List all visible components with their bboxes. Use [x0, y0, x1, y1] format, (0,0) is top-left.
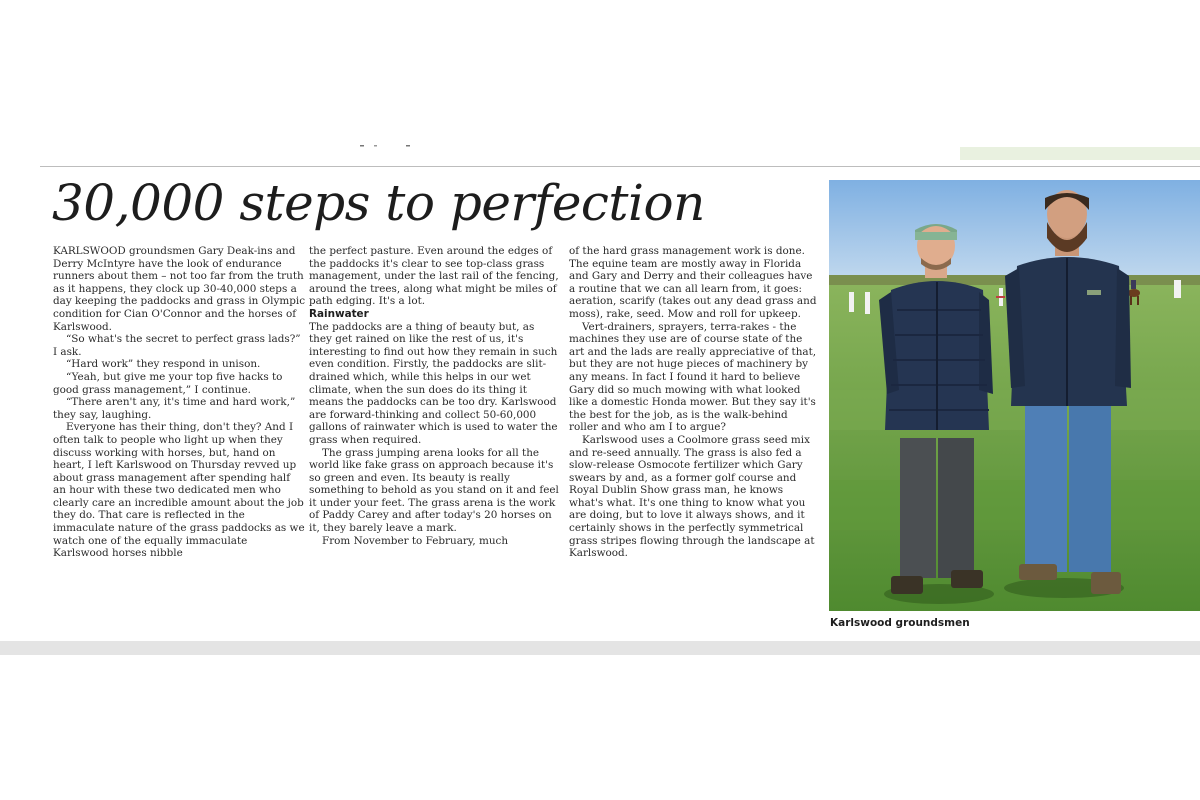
bottom-band	[0, 641, 1200, 655]
paragraph: the perfect pasture. Even around the edges of the paddocks it's clear to see top-class grass management, under the last rail of the fencing, around the trees, along what might be miles of path edging. It's a lot.	[309, 245, 559, 308]
paragraph: “There aren't any, it's time and hard work,” they say, laughing.	[53, 396, 296, 421]
text-column-3	[569, 245, 819, 560]
paragraph: Karlswood uses a Coolmore grass seed mix and re-seed annually. The grass is also fed a slow-release Osmocote fertilizer which Gary swears by and, as a former golf course and Royal Dublin Show grass man, he knows what's what. It's one thing to know what you are doing, but to love it always shows, and it certainly shows in the perfectly symmetrical grass stripes flowing through the landscape at Karlswood.	[569, 433, 815, 560]
photo-illustration	[829, 180, 1200, 611]
subheading: Rainwater	[309, 307, 369, 320]
paragraph: “Yeah, but give me your top five hacks to good grass management,” I continue.	[53, 370, 283, 396]
top-rule	[40, 166, 1200, 167]
paragraph: Everyone has their thing, don't they? And I often talk to people who light up when they discuss working with horses, but, hand on heart, I left Karlswood on Thursday revved up about grass management after spending half an hour with these two dedicated men who clearly care an incredible amount about the job they do. That care is reflected in the immaculate nature of the grass paddocks as we watch one of the equally immaculate Karlswood horses nibble	[53, 421, 305, 560]
text-column-2	[309, 245, 559, 547]
top-green-strip	[960, 147, 1200, 160]
groundsmen-photo	[829, 180, 1200, 611]
headline: 30,000 steps to perfection	[52, 174, 705, 232]
top-marks	[360, 143, 420, 149]
text-column-1	[53, 245, 305, 560]
paragraph: “So what's the secret to perfect grass lads?” I ask.	[53, 333, 301, 358]
paragraph: KARLSWOOD groundsmen Gary Deak-ins and Derry McIntyre have the look of endurance runners about them – not too far from the truth as it happens, they clock up 30-40,000 steps a day keeping the paddocks and grass in Olympic condition for Cian O'Connor and the horses of Karlswood.	[53, 245, 306, 333]
photo-caption: Karlswood groundsmen	[830, 617, 970, 629]
paragraph: “Hard work” they respond in unison.	[66, 358, 261, 371]
paragraph: The paddocks are a thing of beauty but, as they get rained on like the rest of us, it's interesting to find out how they remain in such even condition. Firstly, the paddocks are slit-drained which, while this helps in our wet climate, when the sun does do its thing it means the paddocks can be too dry. Karlswood are forward-thinking and collect 50-60,000 gallons of rainwater which is used to water the grass when required.	[309, 320, 558, 446]
paragraph: The grass jumping arena looks for all the world like fake grass on approach because it's so green and even. Its beauty is really something to behold as you stand on it and feel it under your feet. The grass arena is the work of Paddy Carey and after today's 20 horses on it, they barely leave a mark.	[309, 446, 559, 535]
paragraph: From November to February, much	[322, 534, 509, 547]
paragraph: of the hard grass management work is done. The equine team are mostly away in Florida and Gary and Derry and their colleagues have a routine that we can all learn from, it goes: aeration, scarify (takes out any dead grass and moss), rake, seed. Mow and roll for upkeep.	[569, 245, 817, 320]
paragraph: Vert-drainers, sprayers, terra-rakes - the machines they use are of course state of the art and the lads are really appreciative of that, but they are not huge pieces of machinery by any means. In fact I found it hard to believe Gary did so much mowing with what looked like a domestic Honda mower. But they say it's the best for the job, as is the walk-behind roller and who am I to argue?	[569, 320, 817, 434]
